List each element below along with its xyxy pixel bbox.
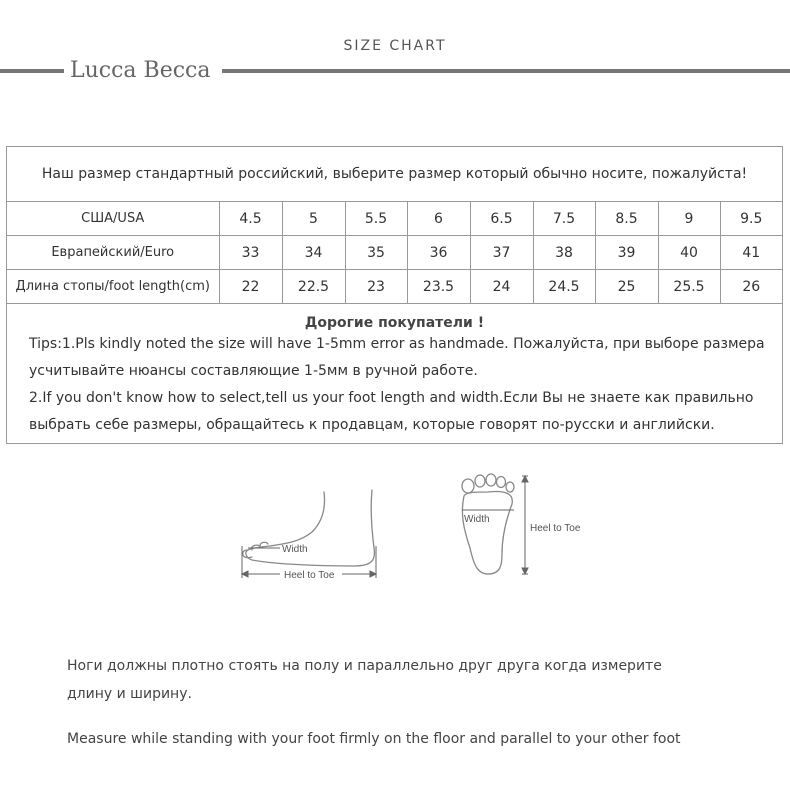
table-cell: 8.5 xyxy=(595,202,658,236)
divider-right xyxy=(222,69,790,73)
size-table-box xyxy=(6,146,783,444)
table-cell: 4.5 xyxy=(219,202,282,236)
table-cell: 24.5 xyxy=(533,270,595,304)
side-width-label: Width xyxy=(282,544,308,555)
table-cell: 25 xyxy=(595,270,658,304)
size-chart-title: SIZE CHART xyxy=(343,38,447,54)
row-label: Евpапейский/Euro xyxy=(7,236,219,270)
foot-top-view-diagram xyxy=(448,470,598,582)
table-cell: 9.5 xyxy=(720,202,782,236)
foot-side-view-diagram xyxy=(234,486,394,590)
table-cell: 39 xyxy=(595,236,658,270)
table-cell: 6 xyxy=(407,202,470,236)
size-table-heading: Наш размер стандартный российский, выберите размер который обычно носите, пожалуйста! xyxy=(7,147,782,202)
row-label: Длина стопы/foot length(cm) xyxy=(7,270,219,304)
divider-left xyxy=(0,69,64,73)
table-cell: 40 xyxy=(658,236,720,270)
table-cell: 41 xyxy=(720,236,782,270)
table-cell: 9 xyxy=(658,202,720,236)
table-cell: 26 xyxy=(720,270,782,304)
table-cell: 22 xyxy=(219,270,282,304)
table-cell: 22.5 xyxy=(282,270,345,304)
table-cell: 23.5 xyxy=(407,270,470,304)
row-label: США/USA xyxy=(7,202,219,236)
table-cell: 6.5 xyxy=(470,202,533,236)
table-cell: 7.5 xyxy=(533,202,595,236)
instruction-ru-line2: длину и ширину. xyxy=(67,686,192,702)
brand-logo: Lucca Becca xyxy=(70,58,211,83)
table-cell: 24 xyxy=(470,270,533,304)
table-row-euro xyxy=(7,236,782,270)
top-length-label: Heel to Toe xyxy=(530,523,581,534)
instruction-ru-line1: Ноги должны плотно стоять на полу и параллельно друг друга когда измерите xyxy=(67,658,662,674)
table-cell: 5 xyxy=(282,202,345,236)
table-cell: 33 xyxy=(219,236,282,270)
notes-title: Дорогие покупатели ! xyxy=(304,315,485,331)
size-table xyxy=(7,201,782,304)
side-length-label: Heel to Toe xyxy=(284,570,335,581)
table-cell: 37 xyxy=(470,236,533,270)
table-cell: 23 xyxy=(345,270,407,304)
table-row-foot-length xyxy=(7,270,782,304)
top-width-label: Width xyxy=(464,514,490,525)
table-row-usa xyxy=(7,202,782,236)
table-cell: 5.5 xyxy=(345,202,407,236)
instruction-en: Measure while standing with your foot firmly on the floor and parallel to your other foot xyxy=(67,731,681,747)
brand-header xyxy=(0,58,790,88)
note-line: Tips:1.Pls kindly noted the size will have 1-5mm error as handmade. Пожалуйста, при выборе размера xyxy=(29,336,765,352)
table-cell: 36 xyxy=(407,236,470,270)
note-line: 2.If you don't know how to select,tell us your foot length and width.Если Вы не знаете как правильно xyxy=(29,390,754,406)
table-cell: 38 xyxy=(533,236,595,270)
buyer-notes xyxy=(7,307,782,439)
table-cell: 34 xyxy=(282,236,345,270)
table-cell: 25.5 xyxy=(658,270,720,304)
table-cell: 35 xyxy=(345,236,407,270)
note-line: выбрать себе размеры, обращайтесь к продавцам, которые говорят по-русски и английски. xyxy=(29,417,715,433)
note-line: усчитывайте нюансы составляющие 1-5мм в ручной работе. xyxy=(29,363,478,379)
